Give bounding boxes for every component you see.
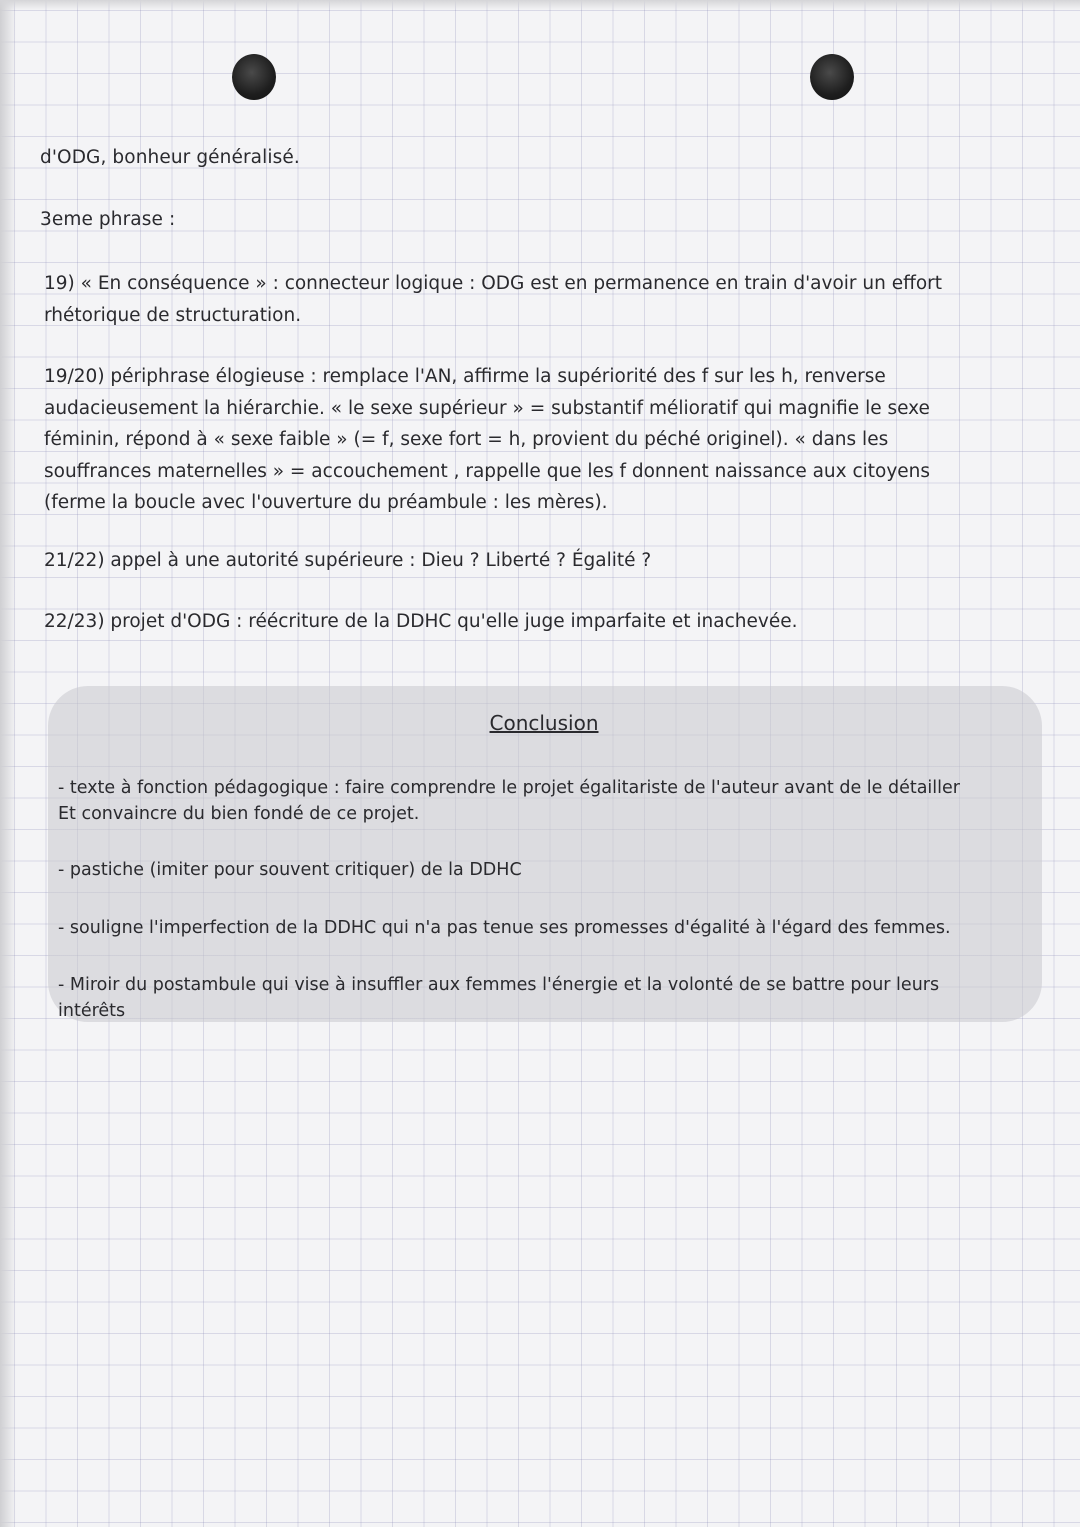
text-line: 19/20) périphrase élogieuse : remplace l'AN, affirme la supériorité des f sur les h, renverse <box>44 366 886 387</box>
text-line: - texte à fonction pédagogique : faire comprendre le projet égalitariste de l'auteur avant de le détailler <box>58 778 960 798</box>
text-line: souffrances maternelles » = accouchement , rappelle que les f donnent naissance aux citoyens <box>44 460 931 482</box>
section-heading: 3eme phrase : <box>40 209 176 230</box>
conclusion-title: Conclusion <box>489 711 599 735</box>
text-line: - Miroir du postambule qui vise à insuffler aux femmes l'énergie et la volonté de se battre pour leurs <box>58 975 940 995</box>
text-line: 22/23) projet d'ODG : réécriture de la DDHC qu'elle juge imparfaite et inachevée. <box>44 611 798 632</box>
text-line: 19) « En conséquence » : connecteur logique : ODG est en permanence en train d'avoir un effort <box>44 273 943 294</box>
page-left-edge <box>0 0 16 1527</box>
text-line: (ferme la boucle avec l'ouverture du préambule : les mères). <box>44 492 608 513</box>
conclusion-item <box>58 857 522 883</box>
paragraph-21-22 <box>44 545 651 577</box>
paragraph-19-20 <box>44 361 930 519</box>
text-line: rhétorique de structuration. <box>44 304 302 326</box>
text-line: - pastiche (imiter pour souvent critiquer) de la DDHC <box>58 860 522 880</box>
text-line: 21/22) appel à une autorité supérieure : Dieu ? Liberté ? Égalité ? <box>44 550 652 571</box>
page-top-edge <box>0 0 1080 10</box>
conclusion-item <box>58 972 939 1024</box>
conclusion-item <box>58 915 951 941</box>
text-line: - souligne l'imperfection de la DDHC qui n'a pas tenue ses promesses d'égalité à l'égard des femmes. <box>58 918 951 938</box>
punch-hole-right <box>810 54 854 100</box>
text-line: intérêts <box>58 1001 126 1021</box>
punch-hole-left <box>232 54 276 100</box>
paragraph-22-23 <box>44 606 797 638</box>
text-line: audacieusement la hiérarchie. « le sexe supérieur » = substantif mélioratif qui magnifie le sexe <box>44 397 930 419</box>
intro-line: d'ODG, bonheur généralisé. <box>40 147 300 168</box>
text-line: féminin, répond à « sexe faible » (= f, sexe fort = h, provient du péché originel). « dans les <box>44 429 889 450</box>
conclusion-item <box>58 775 960 827</box>
text-line: Et convaincre du bien fondé de ce projet. <box>58 804 420 824</box>
paragraph-19 <box>44 268 942 331</box>
